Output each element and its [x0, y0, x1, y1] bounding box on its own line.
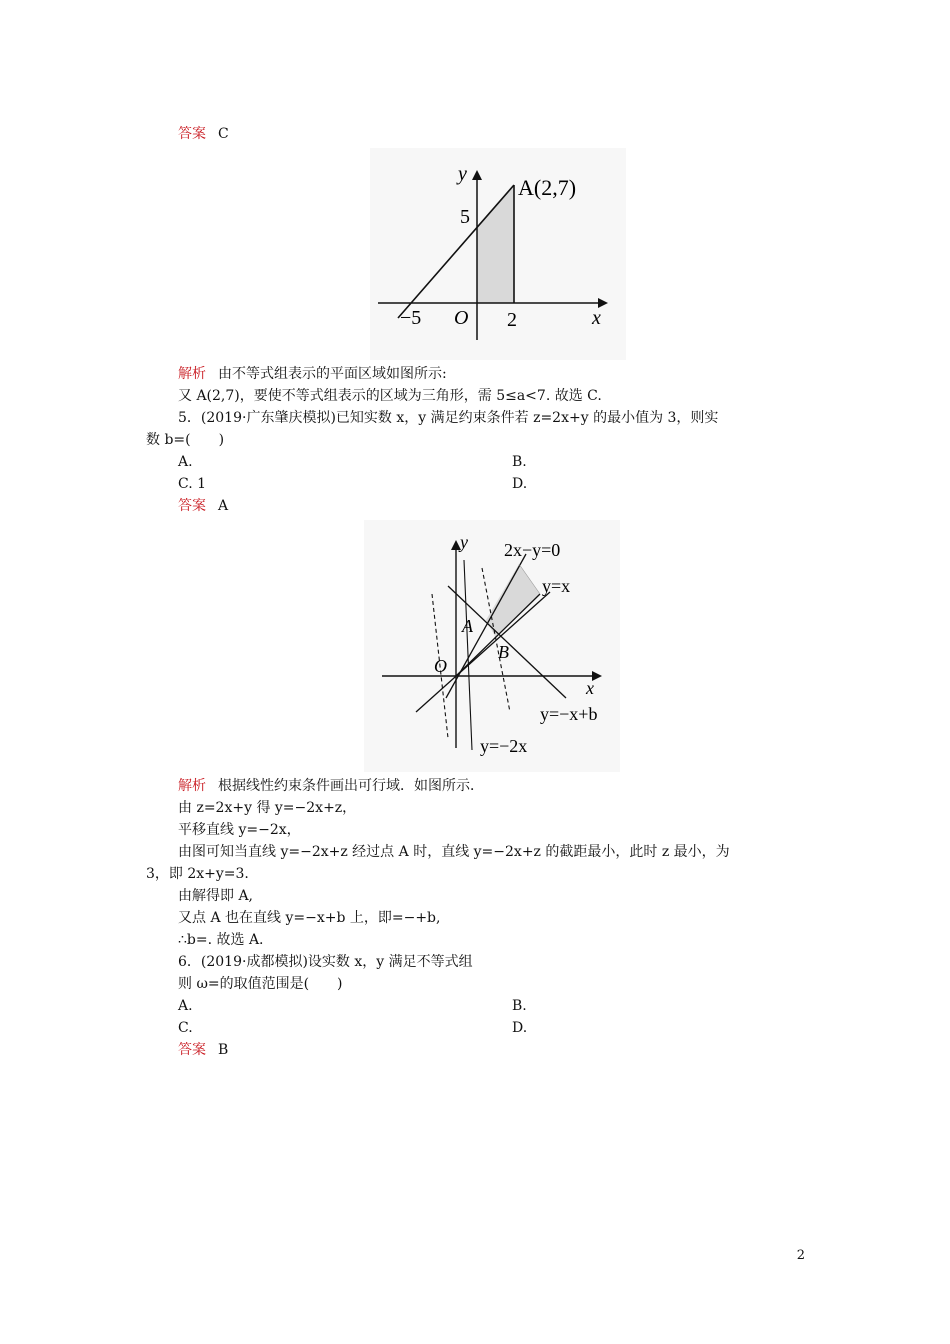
x-axis-label: x [592, 307, 601, 329]
q6-option-d: D. [512, 1020, 528, 1036]
q5-analysis-line7: 又点 A 也在直线 y=−x+b 上，即=−+b, [178, 910, 441, 926]
q4-graph [370, 148, 626, 360]
q4-figure [370, 148, 626, 360]
q5-option-a: A. [178, 454, 193, 470]
analysis-label: 解析 [178, 778, 206, 794]
q5-answer-line [178, 496, 228, 516]
q6-stem-line2: 则 ω=的取值范围是( ) [178, 976, 343, 992]
feasible-region [477, 185, 514, 303]
y-axis-label: y [458, 163, 467, 185]
q5-analysis-text1: 根据线性约束条件画出可行域．如图所示． [218, 778, 484, 794]
q4-analysis-text1: 由不等式组表示的平面区域如图所示: [218, 366, 447, 382]
q5-figure [364, 520, 620, 772]
y-arrow-icon [472, 170, 482, 180]
q5-stem-line2: 数 b=( ) [146, 432, 225, 448]
page-number: 2 [796, 1248, 805, 1263]
q6-answer-line [178, 1040, 228, 1060]
q5-graph [364, 520, 620, 772]
q5-option-c: C. 1 [178, 476, 207, 492]
q5-option-d: D. [512, 476, 528, 492]
q6-stem-line1: 6．(2019·成都模拟)设实数 x，y 满足不等式组 [178, 954, 473, 970]
analysis-label: 解析 [178, 366, 206, 382]
q4-answer-value: C [218, 126, 229, 142]
label-y-eq-x: y=x [542, 576, 571, 596]
q6-option-c: C. [178, 1020, 193, 1036]
point-a-label: A(2,7) [518, 175, 577, 200]
q5-analysis-line4: 由图可知当直线 y=−2x+z 经过点 A 时，直线 y=−2x+z 的截距最小，此时 z 最小，为 [178, 844, 730, 860]
q5-analysis-line5: 3，即 2x+y=3. [146, 866, 249, 882]
line-y-neg-2x [464, 560, 472, 750]
label-y-neg-x-b: y=−x+b [540, 704, 598, 724]
answer-label: 答案 [178, 126, 206, 142]
q5-analysis-line8: ∴b=. 故选 A. [178, 932, 264, 948]
q5-analysis-line1 [178, 776, 484, 796]
tick-neg5-label: −5 [400, 307, 422, 329]
q5-answer-value: A [218, 498, 229, 514]
q5-analysis-line3: 平移直线 y=−2x， [178, 822, 301, 838]
x-axis-label: x [586, 678, 594, 698]
q6-option-b: B. [512, 998, 527, 1014]
q6-answer-value: B [218, 1042, 229, 1058]
tick-2-label: 2 [507, 309, 517, 331]
origin-label: O [434, 656, 447, 676]
q4-analysis-line2: 又 A(2,7)，要使不等式组表示的区域为三角形，需 5≤a<7. 故选 C. [178, 388, 602, 404]
point-a-label: A [462, 616, 473, 636]
line-y-eq-x [416, 592, 550, 712]
point-b-label: B [498, 642, 509, 662]
tick-5-label: 5 [460, 206, 470, 228]
q6-option-a: A. [178, 998, 193, 1014]
q5-analysis-line2: 由 z=2x+y 得 y=−2x+z， [178, 800, 357, 816]
q5-stem-line1: 5．(2019·广东肇庆模拟)已知实数 x，y 满足约束条件若 z=2x+y 的最小值为 3，则实 [178, 410, 719, 426]
label-2x-y-0: 2x−y=0 [504, 540, 561, 560]
label-y-neg-2x: y=−2x [480, 736, 528, 756]
answer-label: 答案 [178, 1042, 206, 1058]
answer-label: 答案 [178, 498, 206, 514]
q5-option-b: B. [512, 454, 527, 470]
q5-analysis-line6: 由解得即 A, [178, 888, 254, 904]
q4-analysis-line1 [178, 364, 447, 384]
origin-label: O [454, 307, 469, 329]
q4-answer-line [178, 124, 229, 144]
y-axis-label: y [460, 532, 468, 552]
